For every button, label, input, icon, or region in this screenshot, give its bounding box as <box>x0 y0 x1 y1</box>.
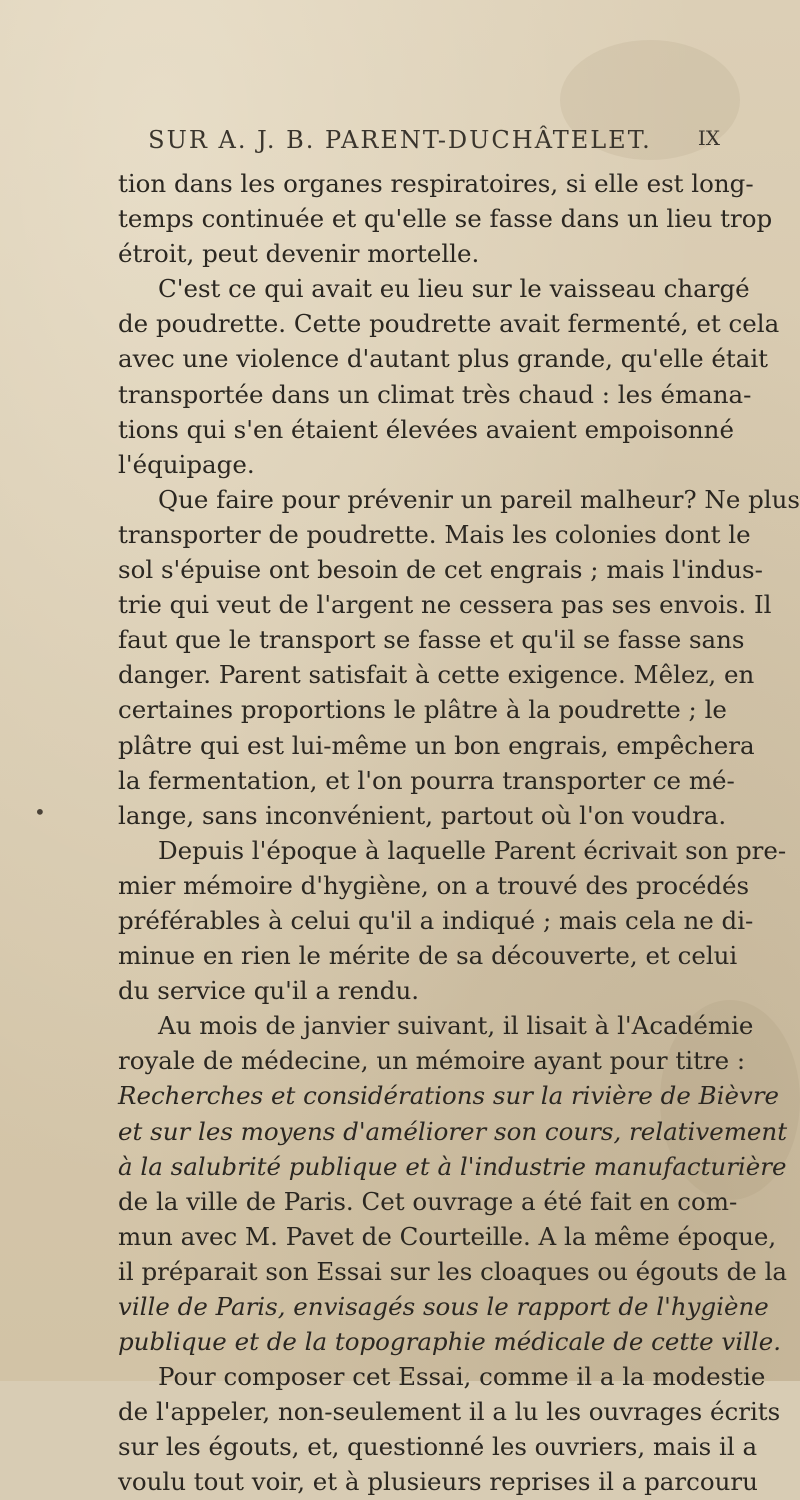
text-line: l'équipage. <box>118 449 255 479</box>
text-line: publique et de la topographie médicale de cette ville. <box>118 1327 782 1357</box>
text-line: voulu tout voir, et à plusieurs reprises il a parcouru <box>118 1467 758 1497</box>
text-line: Que faire pour prévenir un pareil malheur? Ne plus <box>158 484 800 514</box>
text-line: trie qui veut de l'argent ne cessera pas ses envois. Il <box>118 590 772 620</box>
text-line: transporter de poudrette. Mais les colonies dont le <box>118 519 751 549</box>
text-line: certaines proportions le plâtre à la poudrette ; le <box>118 695 727 725</box>
page-header <box>120 126 720 160</box>
text-line: du service qu'il a rendu. <box>118 976 420 1006</box>
text-line: Au mois de janvier suivant, il lisait à l'Académie <box>158 1011 754 1041</box>
text-line: sol s'épuise ont besoin de cet engrais ; mais l'indus- <box>118 555 763 585</box>
text-line: étroit, peut devenir mortelle. <box>118 239 480 269</box>
text-line: Pour composer cet Essai, comme il a la modestie <box>158 1362 766 1392</box>
text-line: royale de médecine, un mémoire ayant pour titre : <box>118 1046 746 1076</box>
text-line: danger. Parent satisfait à cette exigence. Mêlez, en <box>118 660 755 690</box>
text-line: lange, sans inconvénient, partout où l'on voudra. <box>118 800 727 830</box>
text-line: la fermentation, et l'on pourra transporter ce mé- <box>118 765 735 795</box>
text-line: de la ville de Paris. Cet ouvrage a été fait en com- <box>118 1186 738 1216</box>
text-line: de l'appeler, non-seulement il a lu les ouvrages écrits <box>118 1397 781 1427</box>
text-line: ville de Paris, envisagés sous le rapport de l'hygiène <box>118 1292 769 1321</box>
text-line: plâtre qui est lui-même un bon engrais, empêchera <box>118 730 755 760</box>
text-line: mun avec M. Pavet de Courteille. A la même époque, <box>118 1221 777 1251</box>
text-line: préférables à celui qu'il a indiqué ; mais cela ne di- <box>118 905 754 935</box>
text-line: Recherches et considérations sur la rivière de Bièvre <box>118 1081 780 1111</box>
body-text <box>118 166 800 1500</box>
text-line: sur les égouts, et, questionné les ouvriers, mais il a <box>118 1432 758 1462</box>
text-line: faut que le transport se fasse et qu'il se fasse sans <box>118 625 745 655</box>
text-line: de poudrette. Cette poudrette avait fermenté, et cela <box>118 309 780 339</box>
text-line: tions qui s'en étaient élevées avaient empoisonné <box>118 414 734 444</box>
text-line: avec une violence d'autant plus grande, qu'elle était <box>118 344 769 374</box>
text-line: mier mémoire d'hygiène, on a trouvé des procédés <box>118 870 750 900</box>
text-line: Depuis l'époque à laquelle Parent écrivait son pre- <box>158 835 787 865</box>
text-line: et sur les moyens d'améliorer son cours, relativement <box>118 1116 788 1146</box>
page-number: IX <box>697 126 720 150</box>
text-line: C'est ce qui avait eu lieu sur le vaisseau chargé <box>158 274 750 304</box>
text-line: transportée dans un climat très chaud : les émana- <box>118 379 752 409</box>
text-line: il préparait son Essai sur les cloaques ou égouts de la <box>118 1256 788 1286</box>
text-line: temps continuée et qu'elle se fasse dans un lieu trop <box>118 204 773 234</box>
running-title: SUR A. J. B. PARENT-DUCHÂTELET. <box>148 126 652 154</box>
text-line: tion dans les organes respiratoires, si elle est long- <box>118 169 754 198</box>
margin-mark: • <box>34 800 46 824</box>
text-line: minue en rien le mérite de sa découverte, et celui <box>118 941 738 971</box>
text-line: à la salubrité publique et à l'industrie manufacturière <box>118 1151 787 1181</box>
